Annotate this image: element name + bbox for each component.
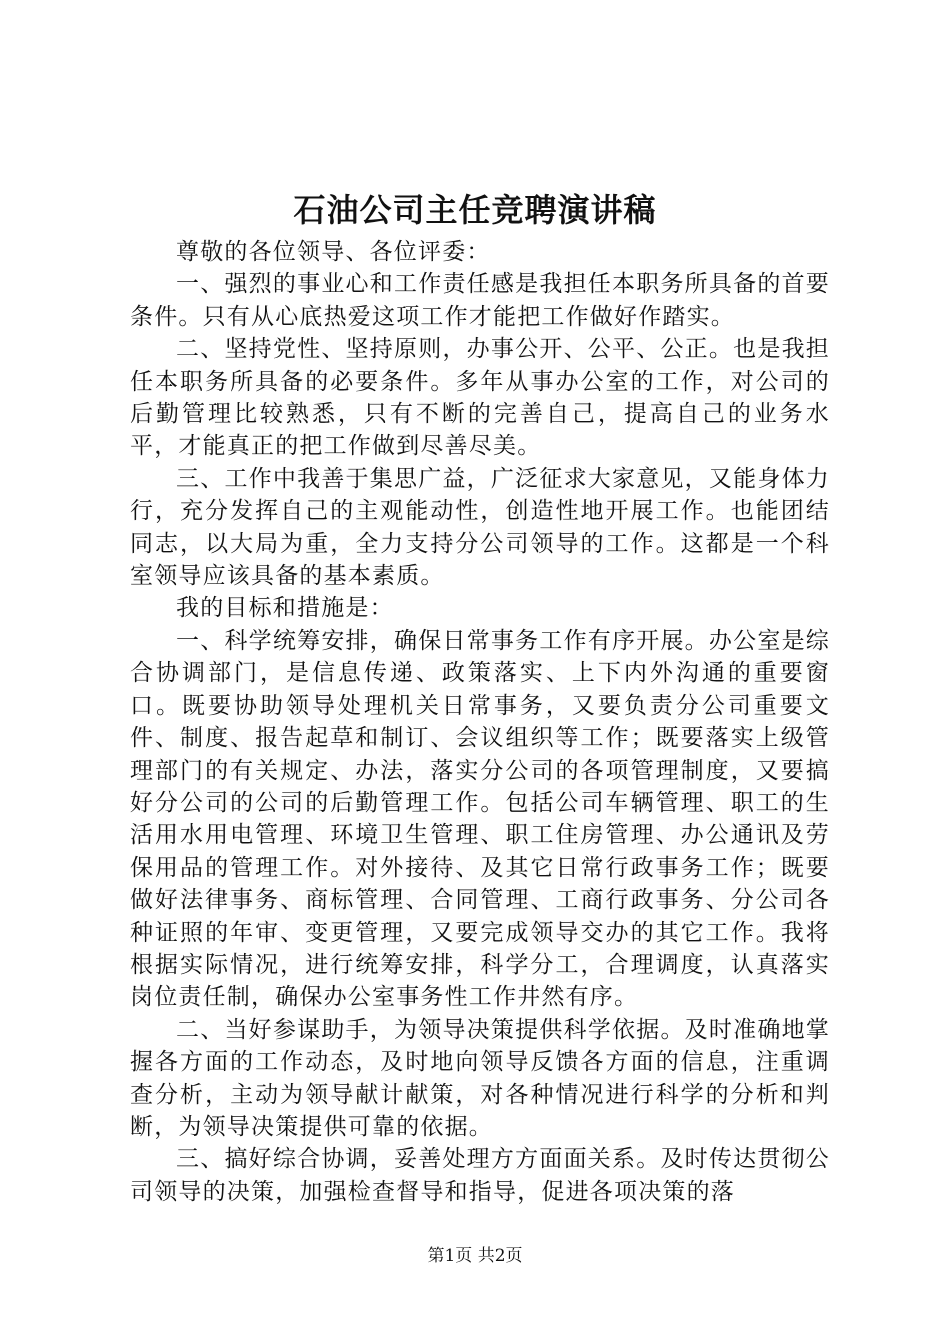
paragraph-greeting: 尊敬的各位领导、各位评委： bbox=[176, 239, 491, 265]
paragraph: 一、科学统筹安排，确保日常事务工作有序开展。办公室是综合协调部门，是信息传递、政策落实、上下内外沟通的重要窗口。既要协助领导处理机关日常事务，又要负责分公司重要文件、制度、报告起草和制订、会议组织等工作；既要落实上级管理部门的有关规定、办法，落实分公司的各项管理制度，又要搞好分公司的公司的后勤管理工作。包括公司车辆管理、职工的生活用水用电管理、环境卫生管理、职工住房管理、办公通讯及劳保用品的管理工作。对外接待、及其它日常行政事务工作；既要做好法律事务、商标管理、合同管理、工商行政事务、分公司各种证照的年审、变更管理，又要完成领导交办的其它工作。我将根据实际情况，进行统筹安排，科学分工，合理调度，认真落实岗位责任制，确保办公室事务性工作井然有序。 bbox=[130, 627, 830, 1011]
paragraph: 三、工作中我善于集思广益，广泛征求大家意见，又能身体力行，充分发挥自己的主观能动性，创造性地开展工作。也能团结同志，以大局为重，全力支持分公司领导的工作。这都是一个科室领导应该具备的基本素质。 bbox=[130, 465, 830, 590]
paragraph: 一、强烈的事业心和工作责任感是我担任本职务所具备的首要条件。只有从心底热爱这项工作才能把工作做好作踏实。 bbox=[130, 271, 830, 330]
paragraph: 二、当好参谋助手，为领导决策提供科学依据。及时准确地掌握各方面的工作动态，及时地向领导反馈各方面的信息，注重调查分析，主动为领导献计献策，对各种情况进行科学的分析和判断，为领导决策提供可靠的依据。 bbox=[130, 1016, 830, 1140]
paragraph: 三、搞好综合协调，妥善处理方方面面关系。及时传达贯彻公司领导的决策，加强检查督导和指导，促进各项决策的落 bbox=[130, 1146, 830, 1205]
document-body bbox=[130, 236, 830, 1208]
paragraph-subheading: 我的目标和措施是： bbox=[176, 595, 394, 622]
paragraph: 二、坚持党性、坚持原则，办事公开、公平、公正。也是我担任本职务所具备的必要条件。多年从事办公室的工作，对公司的后勤管理比较熟悉，只有不断的完善自己，提高自己的业务水平，才能真正的把工作做到尽善尽美。 bbox=[130, 336, 830, 460]
page-footer: 第1页 共2页 bbox=[427, 1246, 523, 1266]
document-title: 石油公司主任竞聘演讲稿 bbox=[293, 191, 657, 229]
